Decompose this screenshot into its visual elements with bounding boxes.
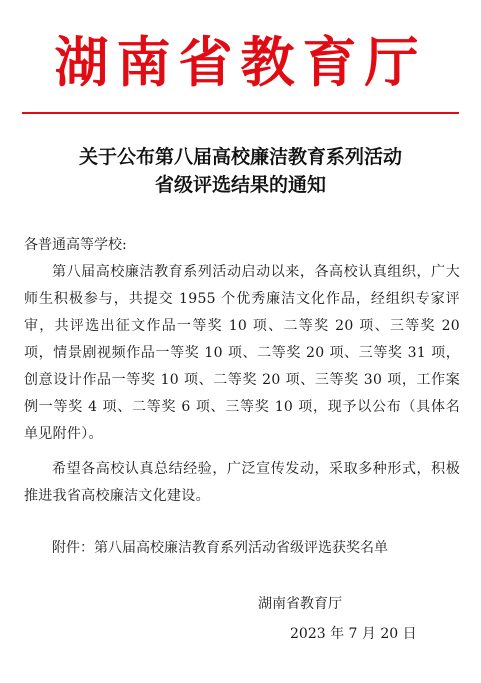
body-paragraph-1: 第八届高校廉洁教育系列活动启动以来，各高校认真组织，广大师生积极参与，共提交 1955 个优秀廉洁文化作品，经组织专家评审，共评选出征文作品一等奖 10 项、二等奖 20 项、三等奖 20 项，情景剧视频作品一等奖 10 项、二等奖 20 项、三等奖 31 项，创意设计作品一等奖 10 项、二等奖 20 项、三等奖 30 项，工作案例一等奖 4 项、二等奖 6 项、三等奖 10 项，现予以公布（具体名单见附件）。 bbox=[24, 264, 460, 442]
attachment-note: 附件：第八届高校廉洁教育系列活动省级评选获奖名单 bbox=[52, 540, 388, 556]
salutation: 各普通高等学校: bbox=[24, 237, 127, 253]
masthead-org-name: 湖南省教育厅 bbox=[54, 30, 427, 94]
signature-date: 2023 年 7 月 20 日 bbox=[290, 626, 417, 642]
red-divider-line bbox=[22, 112, 459, 114]
notice-title-line-2: 省级评选结果的通知 bbox=[154, 174, 326, 196]
body-paragraph-2: 希望各高校认真总结经验，广泛宣传发动，采取多种形式，积极推进我省高校廉洁文化建设。 bbox=[24, 461, 460, 504]
notice-title bbox=[0, 143, 481, 199]
notice-title-line-1: 关于公布第八届高校廉洁教育系列活动 bbox=[78, 146, 402, 168]
signature-organization: 湖南省教育厅 bbox=[258, 596, 342, 612]
